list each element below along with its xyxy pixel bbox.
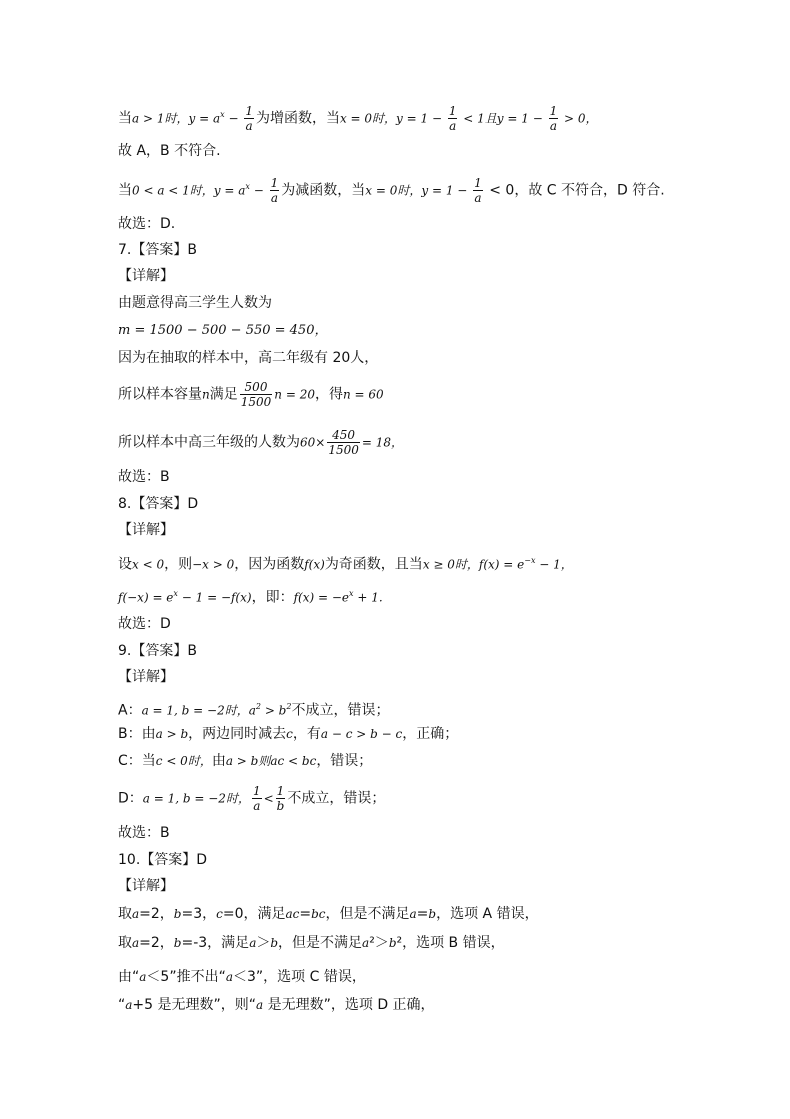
detail-header: 【详解】: [118, 878, 174, 894]
math: b: [388, 936, 397, 950]
numerator: 1: [448, 104, 457, 118]
detail-header: 【详解】: [118, 268, 174, 284]
line-29: [118, 967, 366, 987]
line-2: 故 A，B 不符合.: [118, 143, 221, 159]
line-24: 故选：B: [118, 825, 170, 841]
text: ，则: [164, 556, 193, 573]
text: ²＞: [369, 935, 389, 951]
math: a: [125, 998, 133, 1012]
text: ，即：: [251, 589, 294, 606]
fraction: [448, 104, 458, 133]
numerator: 1: [252, 784, 261, 798]
answer-10: 10.【答案】D: [118, 852, 208, 868]
numerator: 1: [474, 176, 482, 190]
math: −: [249, 183, 268, 198]
math: bc: [311, 907, 326, 921]
math: a − c > b − c: [320, 727, 403, 741]
math: x = 0时，: [365, 183, 422, 198]
math: c: [286, 727, 293, 741]
math: − 1 = −f(x): [177, 590, 252, 605]
numerator: 1: [276, 784, 285, 798]
line-21: [118, 724, 458, 744]
math: f(x): [304, 557, 325, 572]
text: ，有: [292, 726, 321, 742]
fraction: [276, 784, 286, 813]
text: ，但是不满足: [278, 935, 363, 951]
text: 不成立，错误；: [287, 790, 386, 807]
math: n = 60: [342, 387, 384, 402]
text: 为减函数，当: [281, 182, 366, 199]
math: x = 0时，: [339, 111, 397, 126]
text: 当: [118, 110, 132, 127]
line-8: m = 1500 − 500 − 550 = 450，: [118, 323, 328, 338]
denominator: 1500: [240, 395, 272, 409]
line-22: [118, 751, 372, 771]
math-sup: x: [245, 181, 250, 191]
math-sup: 2: [286, 702, 292, 711]
line-3: [118, 176, 665, 205]
math: b: [173, 907, 182, 921]
text: 当: [118, 182, 132, 199]
math: − 1，: [535, 557, 573, 572]
math: a: [362, 936, 370, 950]
fraction: [549, 104, 559, 133]
line-28: [118, 933, 505, 953]
math: a = 1, b = −2时，: [141, 703, 249, 718]
text: =2，: [139, 935, 174, 951]
detail-header: 【详解】: [118, 669, 174, 685]
text: 取: [118, 906, 132, 922]
text: 满足: [209, 386, 238, 403]
math: > b: [261, 703, 287, 718]
denominator: a: [449, 119, 457, 133]
math-sup: x: [349, 589, 354, 598]
text: “: [118, 997, 126, 1013]
math: f(x) = −e: [293, 590, 349, 605]
math: a > b则ac < bc: [225, 754, 317, 768]
fraction: [473, 176, 483, 205]
text: ，错误；: [316, 753, 373, 769]
math: −x > 0: [192, 557, 235, 572]
math: a: [256, 998, 264, 1012]
fraction: [252, 784, 262, 813]
text: 取: [118, 935, 132, 951]
math: a: [409, 907, 417, 921]
math-sup: −x: [524, 556, 536, 565]
math: 0 < a < 1时，: [132, 183, 214, 198]
line-23: [118, 784, 385, 813]
text: D：: [118, 790, 143, 807]
text: 不成立，错误；: [291, 702, 390, 719]
math: a: [225, 970, 233, 984]
text: 所以样本容量: [118, 386, 202, 403]
math: y = 1 −: [421, 183, 472, 198]
text: C：当: [118, 753, 156, 769]
fraction: [327, 428, 360, 457]
math: a: [139, 970, 147, 984]
line-9: 因为在抽取的样本中，高二年级有 20人，: [118, 350, 379, 366]
math: b: [173, 936, 182, 950]
fraction: [244, 104, 254, 133]
line-27: [118, 904, 539, 924]
line-16: [118, 584, 383, 608]
denominator: a: [474, 191, 482, 205]
math: 60×: [300, 435, 326, 450]
line-11: [118, 428, 403, 457]
math-sup: x: [173, 589, 178, 598]
line-12: 故选：B: [118, 469, 170, 485]
math: > 0，: [560, 111, 598, 126]
numerator: 1: [549, 104, 558, 118]
math: −: [224, 111, 243, 126]
text: =-3，满足: [181, 935, 250, 951]
answer-9: 9.【答案】B: [118, 643, 197, 659]
text: 为奇函数，且当: [324, 556, 423, 573]
text: < 0，故 C 不符合，D 符合.: [484, 182, 665, 199]
math: + 1.: [353, 590, 383, 605]
text: 设: [118, 556, 132, 573]
denominator: a: [549, 119, 557, 133]
math: a = 1, b = −2时，: [142, 791, 250, 806]
text: B：由: [118, 726, 156, 742]
text: 是无理数”，选项 D 正确，: [263, 997, 435, 1013]
fraction: [240, 380, 273, 409]
text: ，但是不满足: [325, 906, 410, 922]
math: <: [263, 791, 274, 806]
line-20: [118, 697, 389, 721]
line-15: [118, 551, 573, 575]
text: =0，满足: [222, 906, 286, 922]
math: a: [249, 936, 257, 950]
math: x ≥ 0时，: [422, 557, 479, 572]
math: y = a: [188, 111, 221, 126]
math: < 1且: [459, 111, 497, 126]
math: y = 1 −: [396, 111, 446, 126]
math: y = 1 −: [496, 111, 547, 126]
math-sup: x: [220, 109, 225, 119]
math: y = a: [213, 183, 246, 198]
answer-8: 8.【答案】D: [118, 496, 199, 512]
text: =: [299, 906, 312, 922]
math: a > 1时，: [132, 111, 189, 126]
text: =3，: [181, 906, 217, 922]
denominator: a: [270, 191, 279, 205]
denominator: b: [276, 799, 285, 813]
math: c: [216, 907, 223, 921]
text: ，选项 A 错误，: [436, 906, 539, 922]
math: f(x) = e: [478, 557, 525, 572]
text: A：: [118, 702, 142, 719]
math: b: [428, 907, 437, 921]
line-4: 故选：D.: [118, 216, 176, 232]
math-sup: 2: [255, 702, 261, 711]
line-7: 由题意得高三学生人数为: [118, 295, 272, 311]
text: ²，选项 B 错误，: [396, 935, 505, 951]
line-1: [118, 104, 598, 133]
text: 所以样本中高三年级的人数为: [118, 434, 300, 451]
denominator: 1500: [328, 443, 359, 457]
math: ac: [285, 907, 300, 921]
numerator: 500: [244, 380, 268, 394]
fraction: [270, 176, 280, 205]
text: ＞: [256, 935, 271, 951]
math: a: [248, 703, 256, 718]
text: =: [416, 906, 429, 922]
math: a > b: [155, 727, 189, 741]
text: 为增函数，当: [255, 110, 340, 127]
math: n = 20: [274, 387, 315, 402]
text: ，两边同时减去: [188, 726, 287, 742]
answer-7: 7.【答案】B: [118, 242, 197, 258]
text: +5 是无理数”，则“: [132, 997, 257, 1013]
text: 由“: [118, 969, 140, 985]
text: ，因为函数: [234, 556, 305, 573]
text: 由: [211, 753, 226, 769]
detail-header: 【详解】: [118, 522, 174, 538]
math: = 18，: [361, 435, 404, 450]
numerator: 1: [245, 104, 253, 118]
text: ＜3”，选项 C 错误，: [233, 969, 366, 985]
text: ＜5”推不出“: [146, 969, 226, 985]
math: b: [270, 936, 279, 950]
denominator: a: [245, 119, 253, 133]
numerator: 450: [332, 428, 356, 442]
numerator: 1: [270, 176, 279, 190]
math: n: [202, 387, 210, 402]
line-30: [118, 995, 435, 1015]
math: x < 0: [132, 557, 165, 572]
math: f(−x) = e: [118, 590, 174, 605]
math: a: [132, 907, 140, 921]
line-10: [118, 380, 384, 409]
text: ，得: [314, 386, 343, 403]
line-17: 故选：D: [118, 616, 171, 632]
text: =2，: [139, 906, 174, 922]
denominator: a: [253, 799, 261, 813]
math: a: [132, 936, 140, 950]
math: c < 0时，: [155, 754, 212, 768]
text: ，正确；: [402, 726, 459, 742]
